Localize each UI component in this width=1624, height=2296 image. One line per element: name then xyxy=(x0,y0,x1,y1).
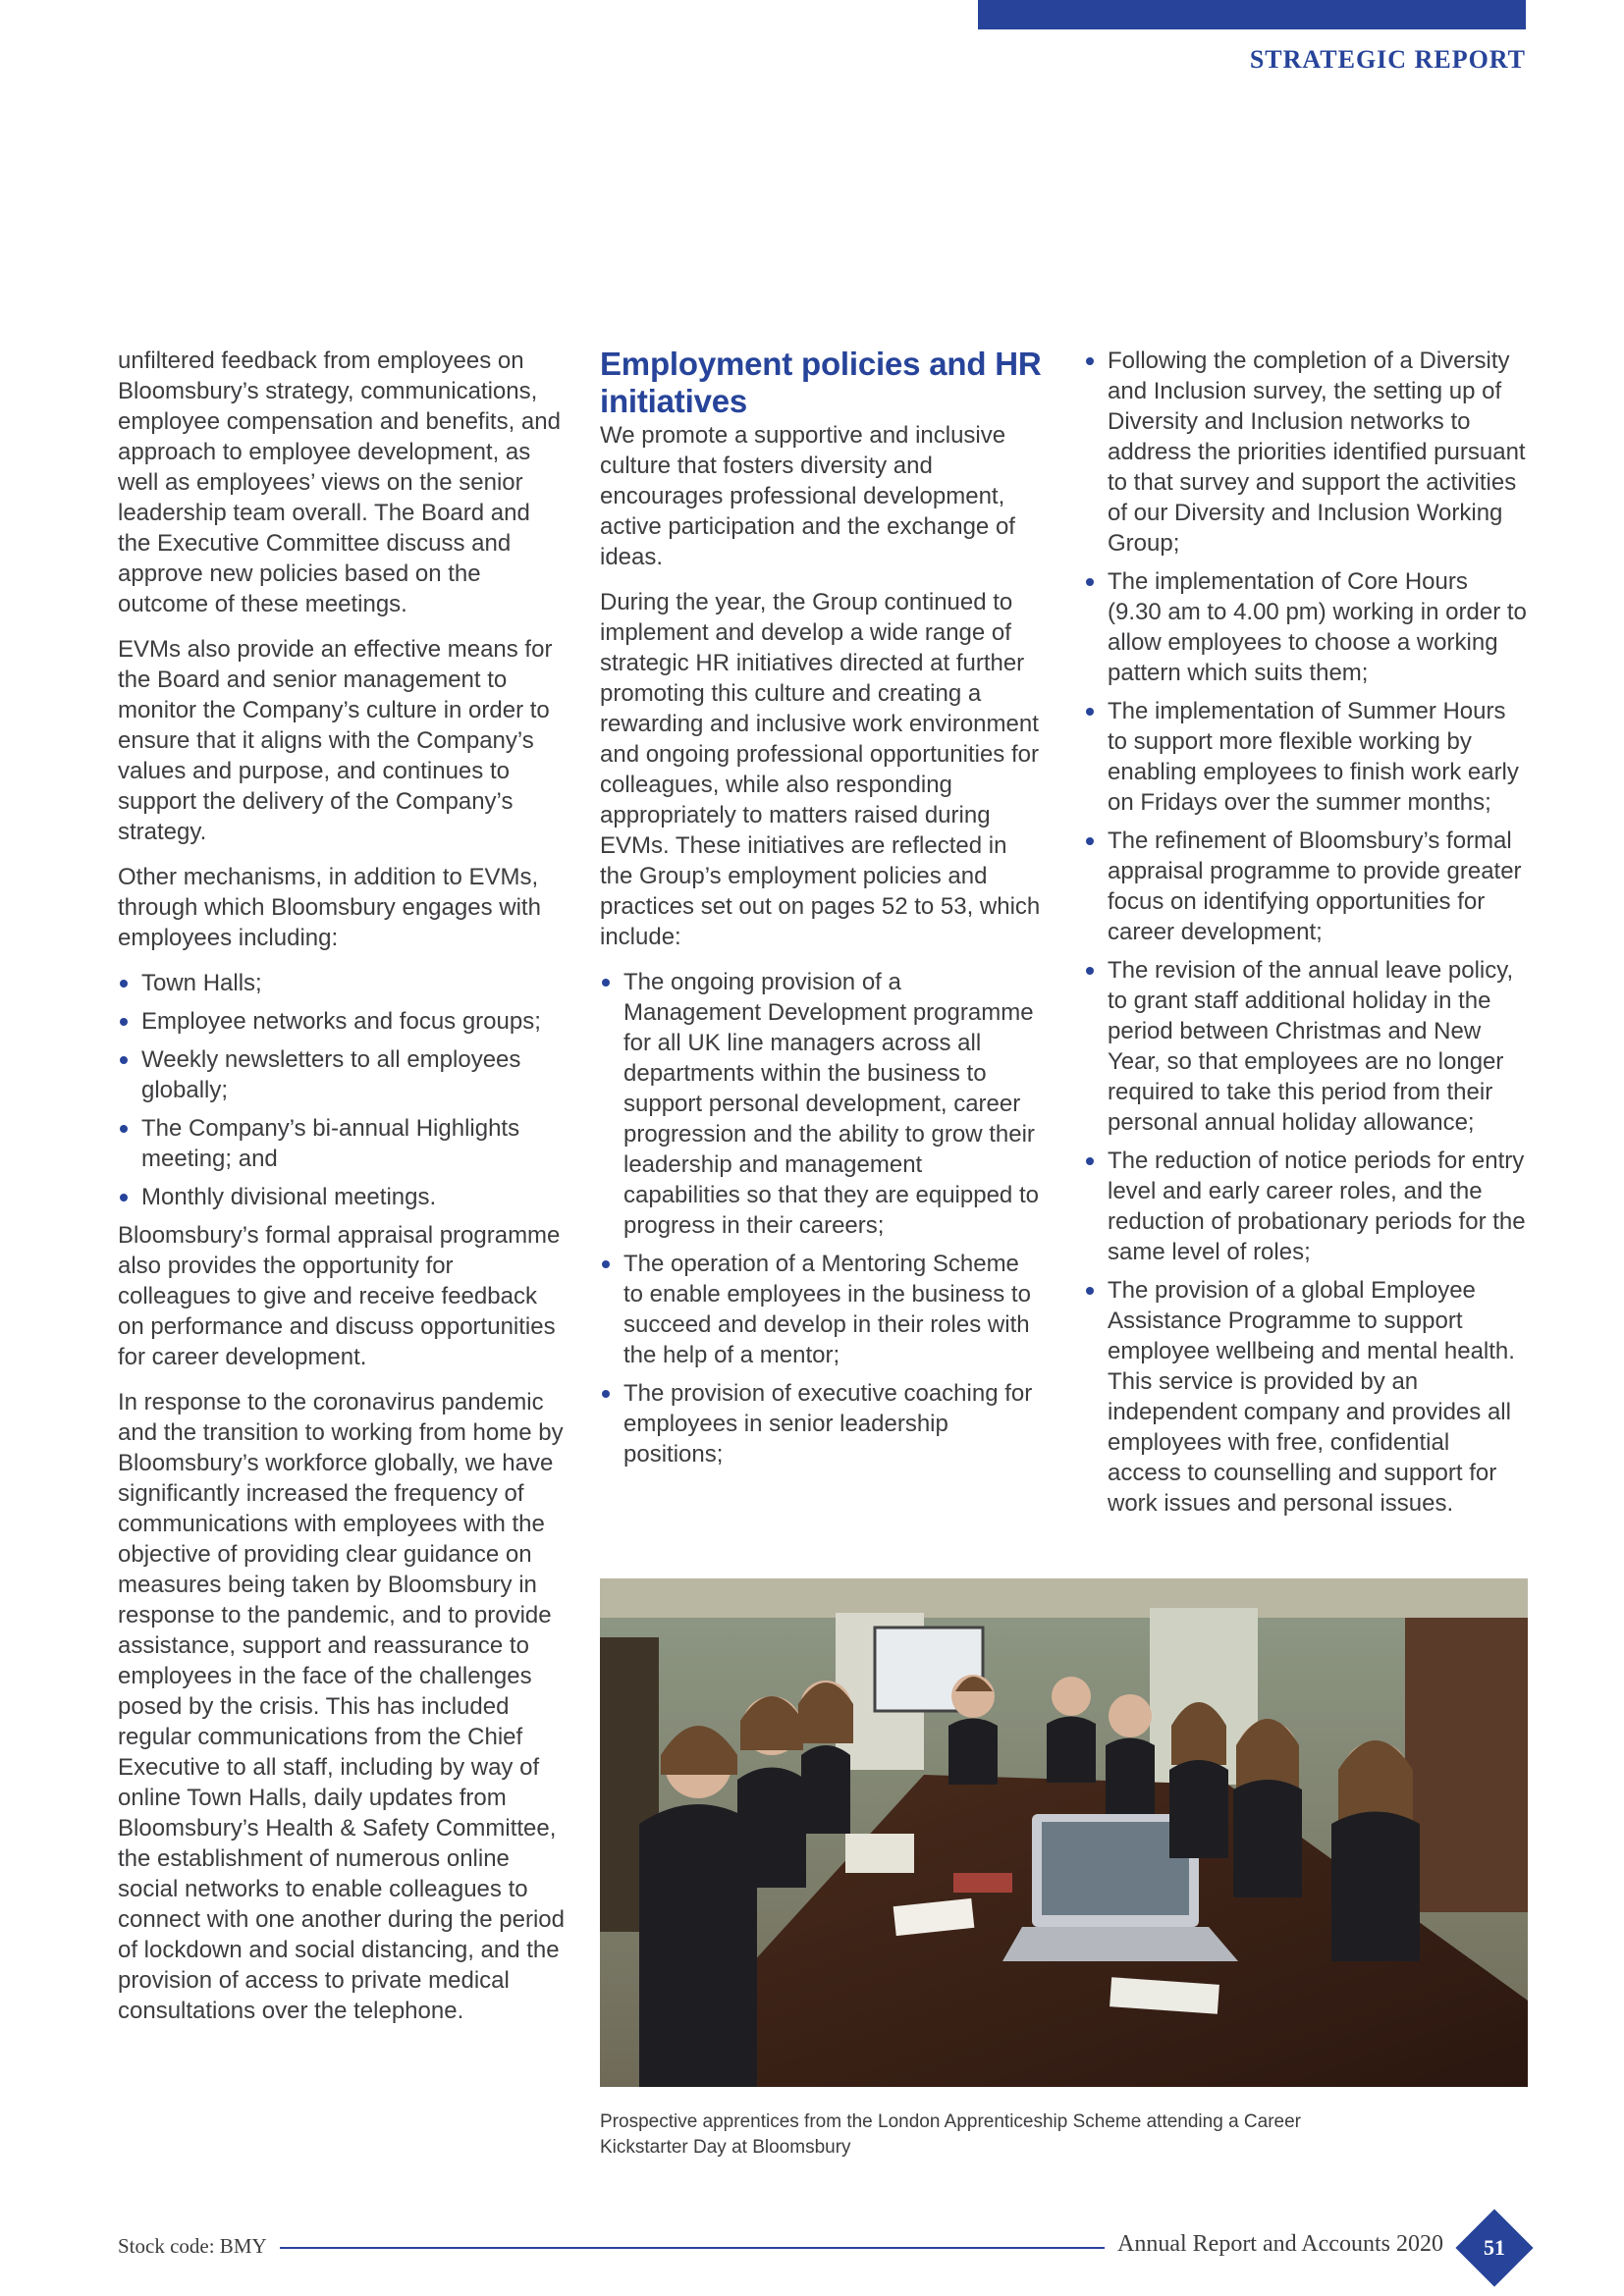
header-accent-bar xyxy=(978,0,1526,29)
column-1 xyxy=(118,346,565,2041)
list-item: Weekly newsletters to all employees globally; xyxy=(118,1044,565,1105)
list-item: Following the completion of a Diversity and Inclusion survey, the setting up of Diversity and Inclusion networks to address the priorities identified pursuant to that survey and support the activities of our Diversity and Inclusion Working Group; xyxy=(1084,346,1528,559)
group-photo xyxy=(600,1578,1528,2087)
list-item: Town Halls; xyxy=(118,968,565,998)
paragraph: Other mechanisms, in addition to EVMs, through which Bloomsbury engages with employees including: xyxy=(118,864,541,951)
footer-divider xyxy=(280,2247,1105,2249)
list-item: The operation of a Mentoring Scheme to enable employees in the business to succeed and develop in their roles with the help of a mentor; xyxy=(600,1249,1042,1370)
engagement-list xyxy=(118,968,565,1212)
paragraph: unfiltered feedback from employees on Bloomsbury’s strategy, communications, employee compensation and benefits, and approach to employee development, as well as employees’ views on the senior leadership team overall. The Board and the Executive Committee discuss and approve new policies based on the outcome of these meetings. xyxy=(118,347,561,617)
list-item: The implementation of Core Hours (9.30 am to 4.00 pm) working in order to allow employees to choose a working pattern which suits them; xyxy=(1084,566,1528,688)
initiatives-list xyxy=(600,967,1042,1469)
list-item: The reduction of notice periods for entry level and early career roles, and the reduction of probationary periods for the same level of roles; xyxy=(1084,1146,1528,1267)
list-item: The implementation of Summer Hours to support more flexible working by enabling employees to finish work early on Fridays over the summer months; xyxy=(1084,696,1528,818)
list-item: The ongoing provision of a Management Development programme for all UK line managers across all departments within the business to support personal development, career progression and the ability to grow their leadership and management capabilities so that they are equipped to progress in their careers; xyxy=(600,967,1042,1241)
list-item: The provision of a global Employee Assistance Programme to support employee wellbeing and mental health. This service is provided by an independent company and provides all employees with free, confidential access to counselling and support for work issues and personal issues. xyxy=(1084,1275,1528,1519)
paragraph: EVMs also provide an effective means for the Board and senior management to monitor the Company’s culture in order to ensure that it aligns with the Company’s values and purpose, and continues to support the delivery of the Company’s strategy. xyxy=(118,636,553,845)
paragraph: In response to the coronavirus pandemic and the transition to working from home by Bloomsbury’s workforce globally, we have significantly increased the frequency of communications with employees with the objective of providing clear guidance on measures being taken by Bloomsbury in response to the pandemic, and to provide assistance, support and reassurance to employees in the face of the challenges posed by the crisis. This has included regular communications from the Chief Executive to all staff, including by way of online Town Halls, daily updates from Bloomsbury’s Health & Safety Committee, the establishment of numerous online social networks to enable colleagues to connect with one another during the period of lockdown and social distancing, and the provision of access to private medical consultations over the telephone. xyxy=(118,1389,565,2024)
paragraph: Bloomsbury’s formal appraisal programme also provides the opportunity for colleagues to give and receive feedback on performance and discuss opportunities for career development. xyxy=(118,1222,561,1370)
stock-code: Stock code: BMY xyxy=(118,2234,267,2258)
list-item: Employee networks and focus groups; xyxy=(118,1006,565,1037)
report-title: Annual Report and Accounts 2020 xyxy=(1117,2231,1443,2257)
list-item: Monthly divisional meetings. xyxy=(118,1182,565,1212)
list-item: The revision of the annual leave policy, to grant staff additional holiday in the period between Christmas and New Year, so that employees are no longer required to take this period from their personal annual holiday allowance; xyxy=(1084,955,1528,1138)
initiatives-list-continued xyxy=(1084,346,1528,1519)
paragraph: We promote a supportive and inclusive culture that fosters diversity and encourages professional development, active participation and the exchange of ideas. xyxy=(600,422,1015,570)
section-heading: Employment policies and HR initiatives xyxy=(600,346,1042,419)
section-title: STRATEGIC REPORT xyxy=(1249,45,1526,74)
list-item: The provision of executive coaching for employees in senior leadership positions; xyxy=(600,1378,1042,1469)
column-3 xyxy=(1084,346,1528,1526)
photo-caption: Prospective apprentices from the London Apprenticeship Scheme attending a Career Kickstarter Day at Bloomsbury xyxy=(600,2111,1301,2158)
photo-illustration xyxy=(600,1578,1528,2087)
list-item: The Company’s bi-annual Highlights meeting; and xyxy=(118,1113,565,1174)
page-number: 51 xyxy=(1484,2235,1505,2260)
paragraph: During the year, the Group continued to implement and develop a wide range of strategic HR initiatives directed at further promoting this culture and creating a rewarding and inclusive work environment and ongoing professional opportunities for colleagues, while also responding appropriately to matters raised during EVMs. These initiatives are reflected in the Group’s employment policies and practices set out on pages 52 to 53, which include: xyxy=(600,589,1041,950)
list-item: The refinement of Bloomsbury’s formal appraisal programme to provide greater focus on identifying opportunities for career development; xyxy=(1084,826,1528,947)
column-2 xyxy=(600,346,1042,1477)
